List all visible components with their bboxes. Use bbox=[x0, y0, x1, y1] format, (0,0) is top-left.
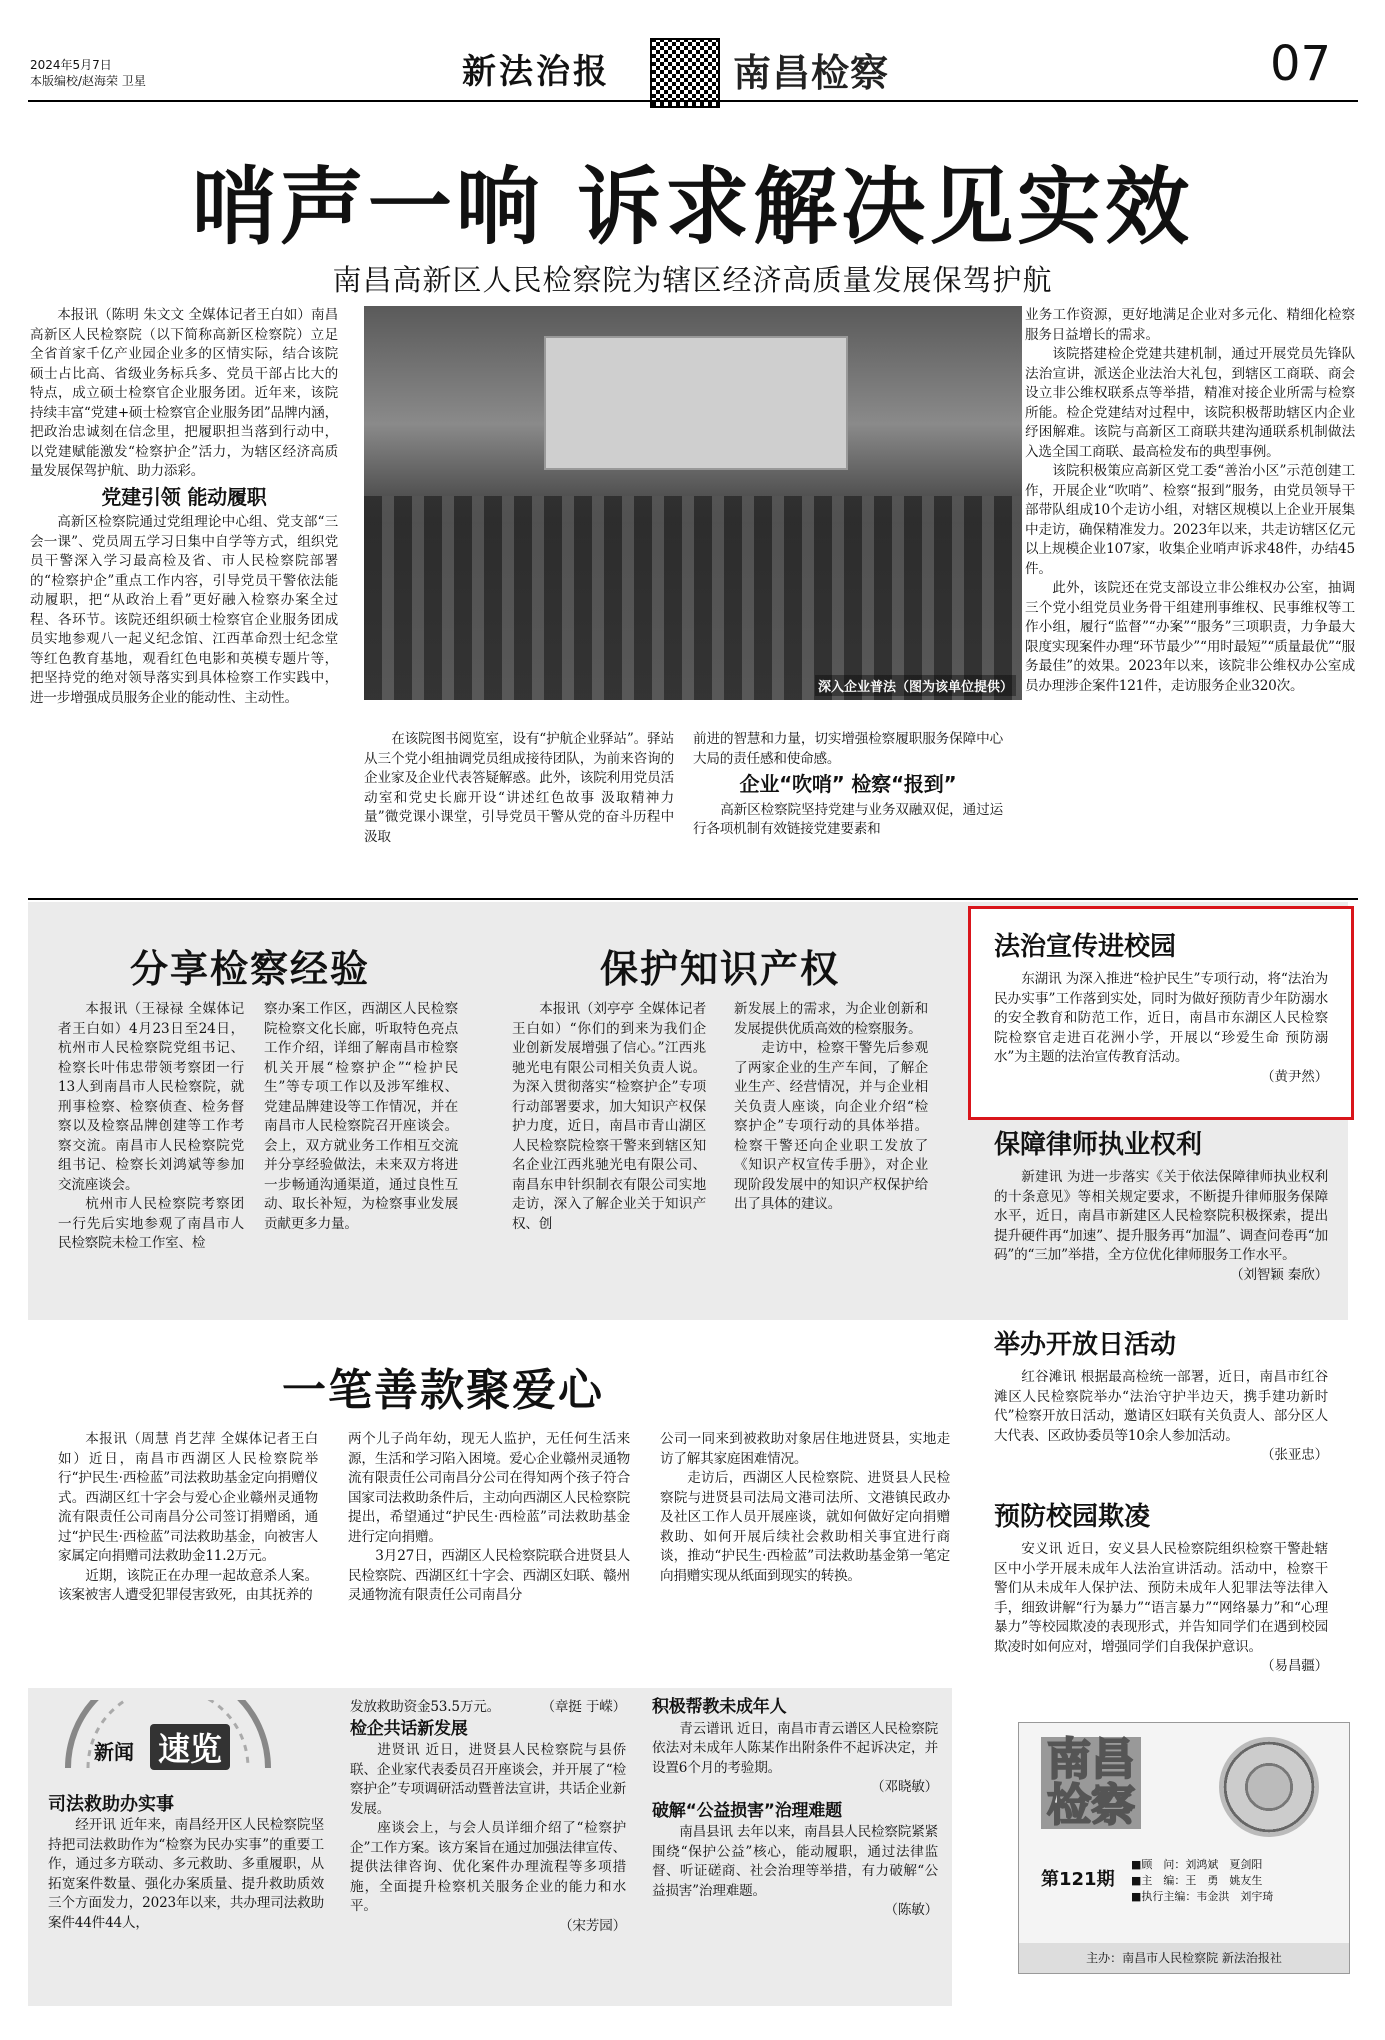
photo-caption: 深入企业普法（图为该单位提供） bbox=[815, 675, 1016, 696]
brief3-body bbox=[994, 1368, 1328, 1466]
lead-subhead: 南昌高新区人民检察院为辖区经济高质量发展保驾护航 bbox=[332, 263, 1053, 297]
ip-col2 bbox=[734, 1000, 928, 1215]
share-title: 分享检察经验 bbox=[130, 946, 371, 991]
lead-subtitle-2: 企业“吹哨” 检察“报到” bbox=[739, 772, 957, 796]
brief3-text: 红谷滩讯 根据最高检统一部署，近日，南昌市红谷滩区人民检察院举办“法治守护半边天，携手建功新时代”检察开放日活动，邀请区妇联有关负责人、部分区人大代表、区政协委员等10余人参加活动。 bbox=[994, 1369, 1328, 1444]
charity-col3 bbox=[660, 1430, 950, 1586]
charity-p3b: 走访后，西湖区人民检察院、进贤县人民检察院与进贤县司法局文港司法所、文港镇民政办及社区工作人员开展座谈，就如何做好定向捐赠救助、如何开展后续社会救助相关事宜进行商谈，推动“护民生·西检蓝”司法救助基金第一笔定向捐赠实现从纸面到现实的转换。 bbox=[660, 1470, 950, 1584]
charity-p3: 公司一同来到被救助对象居住地进贤县，实地走访了解其家庭困难情况。 bbox=[660, 1431, 950, 1467]
lead-photo bbox=[364, 306, 1022, 700]
sidebar-credit-2: ■主 编：王 勇 姚友生 bbox=[1131, 1874, 1263, 1887]
s2-author: （宋芳园） bbox=[559, 1917, 626, 1934]
lead-col4 bbox=[1025, 306, 1355, 696]
lead-subtitle-1: 党建引领 能动履职 bbox=[101, 484, 267, 509]
brief4-text: 安义讯 近日，安义县人民检察院组织检察干警赴辖区中小学开展未成年人法治宣讲活动。活动中，检察干警们从未成年人保护法、预防未成年人犯罪法等法律入手，细致讲解“行为暴力”“语言暴力”“网络暴力”和“心理暴力”等校园欺凌的表现形式，并告知同学们在遇到校园欺凌时如何应对，增强同学们自我保护意识。 bbox=[994, 1541, 1328, 1655]
brief1-author: （黄尹然） bbox=[1261, 1068, 1328, 1085]
lead-col4-p3: 该院积极策应高新区党工委“善治小区”示范创建工作，开展企业“吹哨”、检察“报到”服务，由党员领导干部带队组成10个走访小组，对辖区规模以上企业开展集中走访，确保精准发力。2023年以来，共走访辖区亿元以上规模企业107家，收集企业哨声诉求48件，办结45件。 bbox=[1025, 463, 1355, 577]
brief1-title: 法治宣传进校园 bbox=[994, 932, 1177, 962]
photo-audience bbox=[364, 496, 1022, 700]
sidebar-credit-3: ■执行主编：韦金洪 刘宇琦 bbox=[1131, 1890, 1274, 1903]
lead-col1-p1: 本报讯（陈明 朱文文 全媒体记者王白如）南昌高新区人民检察院（以下简称高新区检察院）立足全省首家千亿产业园企业多的区情实际，结合该院硕士占比高、省级业务标兵多、党员干部占比大的特点，成立硕士检察官企业服务团。近年来，该院持续丰富“党建+硕士检察官企业服务团”品牌内涵，把政治忠诚刻在信念里，把履职担当落到行动中，以党建赋能激发“检察护企”活力，为辖区经济高质量发展保驾护航、助力添彩。 bbox=[30, 307, 338, 479]
lead-col3 bbox=[693, 730, 1003, 840]
sidebar-logo bbox=[1041, 1734, 1141, 1831]
brief1-text: 东湖讯 为深入推进“检护民生”专项行动，将“法治为民办实事”工作落到实处，同时为做好预防青少年防溺水的安全教育和防范工作，近日，南昌市东湖区人民检察院检察官走进百花洲小学，开展以“珍爱生命 预防溺水”为主题的法治宣传教育活动。 bbox=[994, 971, 1328, 1065]
charity-col2 bbox=[348, 1430, 630, 1606]
s2-head-author: （章挺 于嵘） bbox=[541, 1699, 626, 1715]
brief4-title: 预防校园欺凌 bbox=[994, 1502, 1151, 1532]
brief4-author: （易昌疆） bbox=[1261, 1658, 1328, 1674]
sidebar-credits bbox=[1131, 1857, 1273, 1905]
s3-author: （邓晓敏） bbox=[871, 1779, 938, 1795]
briefs-label-a: 新闻 bbox=[94, 1740, 134, 1764]
charity-p1b: 近期，该院正在办理一起故意杀人案。该案被害人遭受犯罪侵害致死，由其抚养的 bbox=[58, 1567, 318, 1603]
lead-col4-p2: 该院搭建检企党建共建机制，通过开展党员先锋队法治宣讲，派送企业法治大礼包，到辖区工商联、商会设立非公维权联系点等举措，精准对接企业所需与检察所能。检企党建结对过程中，该院积极帮助辖区内企业纾困解难。该院与高新区工商联共建沟通联系机制做法入选全国工商联、最高检发布的典型事例。 bbox=[1025, 346, 1355, 460]
sidebar-box bbox=[1018, 1722, 1350, 1974]
masthead-logo: 新法治报 bbox=[462, 52, 610, 92]
lead-col1-p2: 高新区检察院通过党组理论中心组、党支部“三会一课”、党员周五学习日集中自学等方式，组织党员干警深入学习最高检及省、市人民检察院部署的“检察护企”重点工作内容，引导党员干警依法能动履职，把“从政治上看”更好融入检察办案全过程、各环节。该院还组织硕士检察官企业服务团成员实地参观八一起义纪念馆、江西革命烈士纪念堂等红色教育基地，观看红色电影和英模专题片等，把坚持党的绝对领导落实到具体检察工作实践中，进一步增强成员服务企业的能动性、主动性。 bbox=[30, 514, 338, 706]
ip-p2b: 走访中，检察干警先后参观了两家企业的生产车间，了解企业生产、经营情况，并与企业相关负责人座谈，向企业介绍“检察护企”专项行动的具体举措。检察干警还向企业职工发放了《知识产权宣传手册》，对企业现阶段发展中的知识产权保护给出了具体的建议。 bbox=[734, 1040, 928, 1212]
lead-col4-p4: 此外，该院还在党支部设立非公维权办公室，抽调三个党小组党员业务骨干组建刑事维权、民事维权等工作小组，履行“监督”“办案”“服务”三项职责，力争最大限度实现案件办理“环节最少”“用时最短”“质量最优”“服务最佳”的效果。2023年以来，该院非公维权办公室成员办理涉企案件121件，走访服务企业320次。 bbox=[1025, 580, 1355, 694]
s1-body bbox=[48, 1816, 324, 1933]
charity-p2b: 3月27日，西湖区人民检察院联合进贤县人民检察院、西湖区红十字会、西湖区妇联、赣州灵通物流有限责任公司南昌分 bbox=[348, 1548, 630, 1603]
photo-projection-screen bbox=[544, 336, 848, 470]
brief2-title: 保障律师执业权利 bbox=[994, 1130, 1203, 1160]
s3-text: 青云谱讯 近日，南昌市青云谱区人民检察院依法对未成年人陈某作出附条件不起诉决定，并设置6个月的考验期。 bbox=[652, 1720, 938, 1776]
charity-p1: 本报讯（周慧 肖艺萍 全媒体记者王白如）近日，南昌市西湖区人民检察院举行“护民生·西检蓝”司法救助基金定向捐赠仪式。西湖区红十字会与爱心企业赣州灵通物流有限责任公司南昌分公司签订捐赠函，通过“护民生·西检蓝”司法救助基金，向被害人家属定向捐赠司法救助金11.2万元。 bbox=[58, 1431, 318, 1564]
charity-col1 bbox=[58, 1430, 318, 1606]
lead-col2 bbox=[364, 730, 674, 847]
sidebar-credit-1: ■顾 问：刘鸿斌 夏剑阳 bbox=[1131, 1858, 1263, 1871]
ip-col1 bbox=[512, 1000, 706, 1234]
s2-body bbox=[350, 1698, 626, 1936]
brief4-body bbox=[994, 1540, 1328, 1677]
page-number: 07 bbox=[1270, 36, 1332, 92]
brief2-author: （刘智颖 秦欣） bbox=[1230, 1266, 1328, 1283]
sidebar-issue: 第121期 bbox=[1041, 1869, 1115, 1890]
briefs-label bbox=[48, 1700, 288, 1772]
header-rule bbox=[28, 100, 1358, 102]
lead-col2-p: 在该院图书阅览室，设有“护航企业驿站”。驿站从三个党小组抽调党员组成接待团队，为前来咨询的企业家及企业代表答疑解惑。此外，该院利用党员活动室和党史长廊开设“讲述红色故事 汲取精神力量”微党课小课堂，引导党员干警从党的奋斗历程中汲取 bbox=[364, 731, 674, 845]
s1-text: 经开讯 近年来，南昌经开区人民检察院坚持把司法救助作为“检察为民办实事”的重要工作，通过多方联动、多元救助、多重履职，从拓宽案件数量、强化办案质量、提升救助质效三个方面发力，2023年以来，共办理司法救助案件44件44人， bbox=[48, 1817, 324, 1931]
lead-col3-p1: 前进的智慧和力量，切实增强检察履职服务保障中心大局的责任感和使命感。 bbox=[693, 731, 1003, 767]
s4-author: （陈敏） bbox=[884, 1902, 938, 1918]
qr-code-icon bbox=[650, 38, 720, 108]
lead-col1 bbox=[30, 306, 338, 708]
s2-head-line bbox=[350, 1698, 626, 1718]
brief2-text: 新建讯 为进一步落实《关于依法保障律师执业权利的十条意见》等相关规定要求，不断提升律师服务保障水平，近日，南昌市新建区人民检察院积极探索，提出提升硬件再“加速”、提升服务再“加温”、调查问卷再“加码”的“三加”举措，全方位优化律师服务工作水平。 bbox=[994, 1169, 1328, 1263]
lead-col4-p1: 业务工作资源，更好地满足企业对多元化、精细化检察服务日益增长的需求。 bbox=[1025, 307, 1355, 343]
s1-title: 司法救助办实事 bbox=[48, 1794, 174, 1815]
middle-rule bbox=[28, 898, 1358, 900]
share-p1: 本报讯（王禄禄 全媒体记者王白如）4月23日至24日，杭州市人民检察院党组书记、检察长叶伟忠带领考察团一行13人到南昌市人民检察院，就刑事检察、检察侦查、检务督察以及检察品牌创建等工作考察交流。南昌市人民检察院党组书记、检察长刘鸿斌等参加交流座谈会。 bbox=[58, 1001, 244, 1193]
section-name: 南昌检察 bbox=[733, 51, 890, 95]
briefs-label-b: 速览 bbox=[150, 1724, 230, 1770]
share-col2 bbox=[264, 1000, 458, 1234]
s3-title: 积极帮教未成年人 bbox=[652, 1697, 787, 1717]
brief3-title: 举办开放日活动 bbox=[994, 1330, 1177, 1360]
s2-head: 发放救助资金53.5万元。 bbox=[350, 1699, 501, 1715]
brief3-author: （张亚忠） bbox=[1261, 1447, 1328, 1463]
lead-headline: 哨声一响 诉求解决见实效 bbox=[191, 158, 1194, 256]
header-editors: 本版编校/赵海荣 卫星 bbox=[30, 74, 146, 88]
s4-text: 南昌县讯 去年以来，南昌县人民检察院紧紧围绕“保护公益”核心，能动履职，通过法律监督、听证磋商、社会治理等举措，有力破解“公益损害”治理难题。 bbox=[652, 1824, 938, 1899]
sidebar-logo-1: 南昌 bbox=[1047, 1734, 1135, 1785]
charity-p2: 两个儿子尚年幼，现无人监护，无任何生活来源，生活和学习陷入困境。爱心企业赣州灵通物流有限责任公司南昌分公司在得知两个孩子符合国家司法救助条件后，主动向西湖区人民检察院提出，希望通过“护民生·西检蓝”司法救助基金进行定向捐赠。 bbox=[348, 1431, 630, 1545]
brief1-body bbox=[994, 970, 1328, 1087]
s4-title: 破解“公益损害”治理难题 bbox=[652, 1800, 842, 1821]
s2-text: 进贤讯 近日，进贤县人民检察院与县侨联、企业家代表委员召开座谈会，并开展了“检察护企”专项调研活动暨普法宣讲，共话企业新发展。 bbox=[350, 1742, 626, 1817]
share-p1b: 杭州市人民检察院考察团一行先后实地参观了南昌市人民检察院未检工作室、检 bbox=[58, 1196, 244, 1251]
procuratorate-emblem-icon bbox=[1219, 1737, 1319, 1837]
header-date: 2024年5月7日 bbox=[30, 58, 112, 72]
share-p2: 察办案工作区，西湖区人民检察院检察文化长廊，听取特色亮点工作介绍，详细了解南昌市检察机关开展“检察护企”“检护民生”等专项工作以及涉军维权、党建品牌建设等工作情况，并在南昌市人民检察院召开座谈会。会上，双方就业务工作相互交流并分享经验做法，未来双方将进一步畅通沟通渠道，通过良性互动、取长补短，为检察事业发展贡献更多力量。 bbox=[264, 1001, 458, 1232]
brief2-body bbox=[994, 1168, 1328, 1285]
ip-p2: 新发展上的需求，为企业创新和发展提供优质高效的检察服务。 bbox=[734, 1001, 928, 1037]
sidebar-sponsor: 主办：南昌市人民检察院 新法治报社 bbox=[1019, 1943, 1349, 1973]
charity-title: 一笔善款聚爱心 bbox=[282, 1365, 604, 1416]
share-col1 bbox=[58, 1000, 244, 1254]
s2-title: 检企共话新发展 bbox=[350, 1718, 468, 1739]
sidebar-logo-2: 检察 bbox=[1047, 1780, 1135, 1831]
ip-p1: 本报讯（刘亭亭 全媒体记者王白如）“你们的到来为我们企业创新发展增强了信心。”江西兆驰光电有限公司相关负责人说。为深入贯彻落实“检察护企”专项行动部署要求，加大知识产权保护力度，近日，南昌市青山湖区人民检察院检察干警来到辖区知名企业江西兆驰光电有限公司、南昌东申针织制衣有限公司实地走访，深入了解企业关于知识产权、创 bbox=[512, 1001, 706, 1232]
lead-col3-p2: 高新区检察院坚持党建与业务双融双促，通过运行各项机制有效链接党建要素和 bbox=[693, 801, 1003, 837]
s2-text2: 座谈会上，与会人员详细介绍了“检察护企”工作方案。该方案旨在通过加强法律宣传、提供法律咨询、优化案件办理流程等多项措施，全面提升检察机关服务企业的能力和水平。 bbox=[350, 1820, 626, 1914]
ip-title: 保护知识产权 bbox=[600, 946, 841, 991]
s3-body bbox=[652, 1698, 938, 1921]
